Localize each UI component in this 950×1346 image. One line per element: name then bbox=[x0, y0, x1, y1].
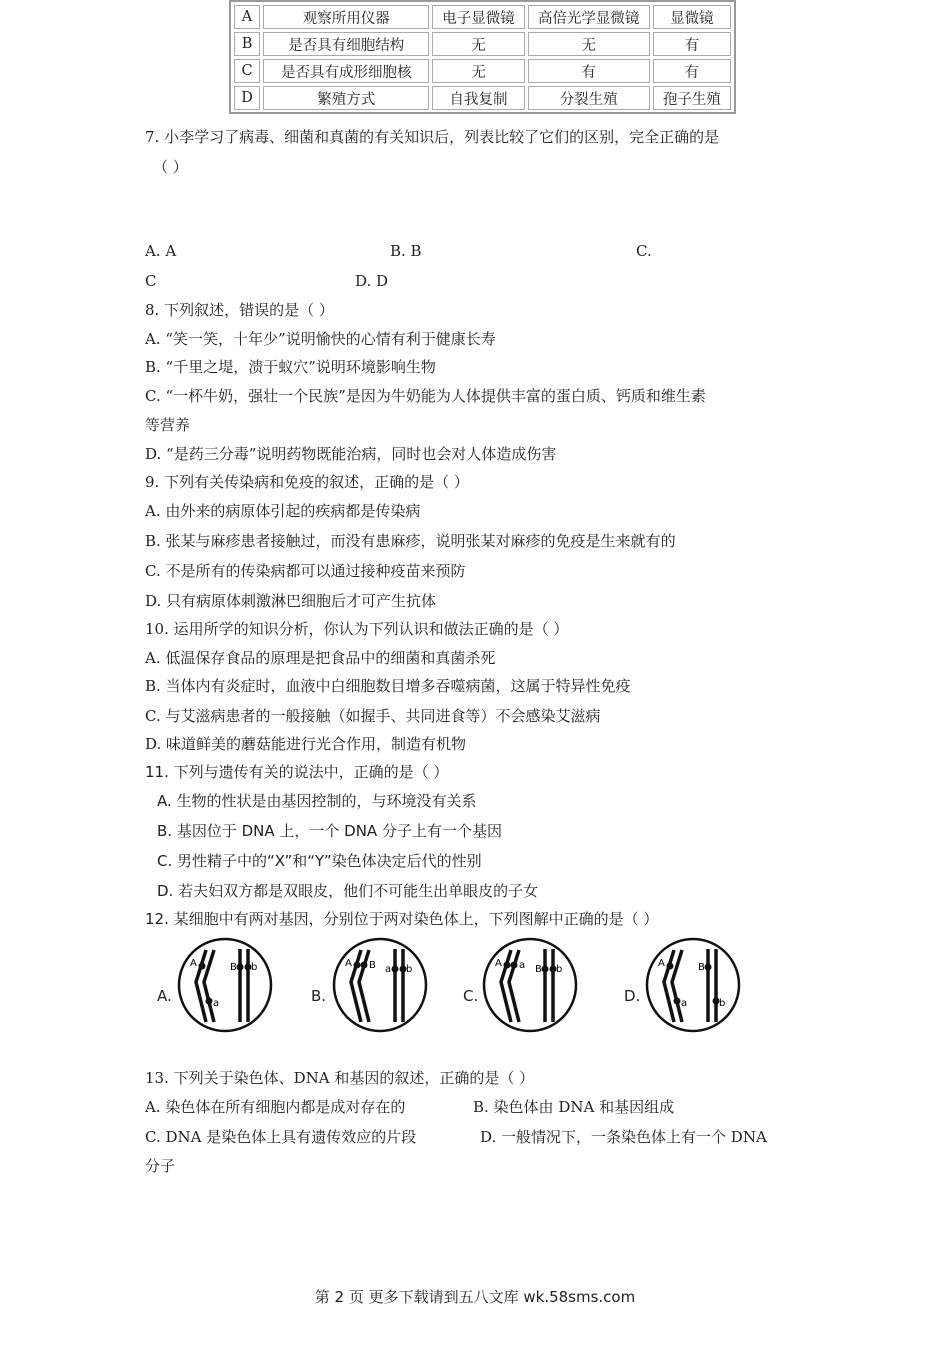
q9-option-b: B. 张某与麻疹患者接触过，而没有患麻疹，说明张某对麻疹的免疫是生来就有的 bbox=[145, 532, 676, 550]
q9-stem: 9. 下列有关传染病和免疫的叙述，正确的是（ ） bbox=[145, 473, 469, 491]
table-row bbox=[234, 32, 731, 56]
table-row bbox=[234, 59, 731, 83]
table-cell: 无 bbox=[432, 32, 524, 56]
q8-option-c: C. “一杯牛奶，强壮一个民族”是因为牛奶能为人体提供丰富的蛋白质、钙质和维生素 bbox=[145, 387, 706, 405]
svg-text:b: b bbox=[556, 964, 563, 975]
table-cell: A bbox=[234, 5, 260, 29]
table-cell: 电子显微镜 bbox=[432, 5, 524, 29]
svg-text:B: B bbox=[230, 962, 237, 973]
table-cell: 是否具有细胞结构 bbox=[263, 32, 429, 56]
q11-option-c: C. 男性精子中的“X”和“Y”染色体决定后代的性别 bbox=[157, 852, 482, 870]
svg-text:B: B bbox=[698, 962, 705, 973]
q12-option-a-label: A. bbox=[157, 987, 172, 1005]
svg-text:a: a bbox=[385, 964, 392, 975]
gene-label: A bbox=[190, 958, 197, 969]
cell-diagram-a bbox=[176, 936, 274, 1034]
q9-option-a: A. 由外来的病原体引起的疾病都是传染病 bbox=[145, 502, 421, 520]
q8-stem: 8. 下列叙述，错误的是（ ） bbox=[145, 301, 334, 319]
svg-text:a: a bbox=[681, 998, 688, 1009]
q13-option-b: B. 染色体由 DNA 和基因组成 bbox=[473, 1098, 675, 1116]
cell-diagram-c bbox=[481, 936, 579, 1034]
q9-option-d: D. 只有病原体刺激淋巴细胞后才可产生抗体 bbox=[145, 592, 437, 610]
q11-option-b: B. 基因位于 DNA 上，一个 DNA 分子上有一个基因 bbox=[157, 822, 502, 840]
table-cell: 观察所用仪器 bbox=[263, 5, 429, 29]
q7-option-d: D. D bbox=[355, 272, 389, 290]
table-cell: B bbox=[234, 32, 260, 56]
q12-option-d-label: D. bbox=[624, 987, 641, 1005]
q7-stem: 7. 小李学习了病毒、细菌和真菌的有关知识后，列表比较了它们的区别，完全正确的是 bbox=[145, 128, 720, 146]
table-cell: D bbox=[234, 86, 260, 110]
cell-diagram-d bbox=[644, 936, 742, 1034]
svg-text:b: b bbox=[251, 962, 258, 973]
q7-option-c-label: C. bbox=[636, 242, 652, 260]
table-row bbox=[234, 5, 731, 29]
q10-option-c: C. 与艾滋病患者的一般接触（如握手、共同进食等）不会感染艾滋病 bbox=[145, 707, 601, 725]
q11-option-a: A. 生物的性状是由基因控制的，与环境没有关系 bbox=[157, 792, 477, 810]
table-cell: C bbox=[234, 59, 260, 83]
q13-option-c: C. DNA 是染色体上具有遗传效应的片段 bbox=[145, 1128, 417, 1146]
cell-diagram-b bbox=[331, 936, 429, 1034]
table-cell: 显微镜 bbox=[653, 5, 731, 29]
table-row bbox=[234, 86, 731, 110]
q10-option-d: D. 味道鲜美的蘑菇能进行光合作用，制造有机物 bbox=[145, 735, 467, 753]
q12-stem: 12. 某细胞中有两对基因，分别位于两对染色体上，下列图解中正确的是（ ） bbox=[145, 910, 659, 928]
table-cell: 是否具有成形细胞核 bbox=[263, 59, 429, 83]
q11-option-d: D. 若夫妇双方都是双眼皮，他们不可能生出单眼皮的子女 bbox=[157, 882, 539, 900]
svg-text:A: A bbox=[345, 958, 352, 969]
table-cell: 有 bbox=[528, 59, 650, 83]
q12-option-c-label: C. bbox=[463, 987, 479, 1005]
q9-option-c: C. 不是所有的传染病都可以通过接种疫苗来预防 bbox=[145, 562, 466, 580]
q7-option-c-text: C bbox=[145, 272, 157, 290]
q13-option-d: D. 一般情况下，一条染色体上有一个 DNA bbox=[480, 1128, 767, 1146]
svg-text:A: A bbox=[495, 958, 502, 969]
table-cell: 自我复制 bbox=[432, 86, 524, 110]
svg-text:B: B bbox=[369, 960, 376, 971]
svg-text:a: a bbox=[213, 998, 220, 1009]
q11-stem: 11. 下列与遗传有关的说法中，正确的是（ ） bbox=[145, 763, 449, 781]
svg-text:A: A bbox=[658, 958, 665, 969]
q10-option-a: A. 低温保存食品的原理是把食品中的细菌和真菌杀死 bbox=[145, 649, 496, 667]
svg-text:b: b bbox=[719, 998, 726, 1009]
q10-stem: 10. 运用所学的知识分析，你认为下列认识和做法正确的是（ ） bbox=[145, 620, 569, 638]
q8-option-b: B. “千里之堤，溃于蚁穴”说明环境影响生物 bbox=[145, 358, 436, 376]
table-cell: 分裂生殖 bbox=[528, 86, 650, 110]
svg-text:a: a bbox=[519, 960, 526, 971]
q10-option-b: B. 当体内有炎症时，血液中白细胞数目增多吞噬病菌，这属于特异性免疫 bbox=[145, 677, 631, 695]
table-cell: 有 bbox=[653, 32, 731, 56]
table-cell: 高倍光学显微镜 bbox=[528, 5, 650, 29]
q13-stem: 13. 下列关于染色体、DNA 和基因的叙述，正确的是（ ） bbox=[145, 1069, 535, 1087]
comparison-table bbox=[229, 0, 736, 114]
table-cell: 繁殖方式 bbox=[263, 86, 429, 110]
table-cell: 孢子生殖 bbox=[653, 86, 731, 110]
q8-option-d: D. “是药三分毒”说明药物既能治病，同时也会对人体造成伤害 bbox=[145, 445, 557, 463]
q8-option-c-cont: 等营养 bbox=[145, 416, 191, 434]
q13-option-a: A. 染色体在所有细胞内都是成对存在的 bbox=[145, 1098, 406, 1116]
q7-option-b: B. B bbox=[390, 242, 422, 260]
svg-text:b: b bbox=[406, 964, 413, 975]
page-footer: 第 2 页 更多下载请到五八文库 wk.58sms.com bbox=[314, 1288, 636, 1306]
table-cell: 有 bbox=[653, 59, 731, 83]
table-cell: 无 bbox=[432, 59, 524, 83]
table-cell: 无 bbox=[528, 32, 650, 56]
q7-paren: （ ） bbox=[153, 158, 188, 176]
svg-text:B: B bbox=[535, 964, 542, 975]
q12-option-b-label: B. bbox=[311, 987, 327, 1005]
q7-option-a: A. A bbox=[145, 242, 177, 260]
q13-option-d-cont: 分子 bbox=[145, 1157, 176, 1175]
q8-option-a: A. “笑一笑，十年少”说明愉快的心情有利于健康长寿 bbox=[145, 330, 496, 348]
